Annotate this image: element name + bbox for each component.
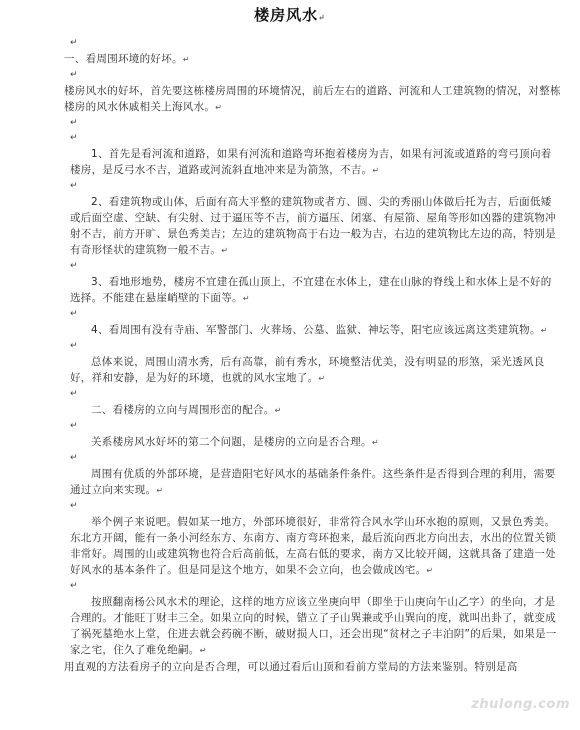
paragraph-mark: ↵ — [426, 566, 434, 575]
list-item-4 — [70, 322, 562, 339]
empty-paragraph: ↵ — [70, 261, 78, 271]
empty-paragraph: ↵ — [70, 581, 78, 591]
document-body — [64, 36, 562, 675]
watermark-text: zhulong.com — [471, 697, 570, 712]
paragraph-text: 按照翻南杨公风水术的理论，这样的地方应该立坐庚向甲（即坐于山庚向午山乙字）的坐向，才是合理的。才能旺丁财丰三全。如果立向的时候，错立了子山巽兼或乎山巽向的度，就叫出卦了，就变成了祸死墓绝水上堂，住进去就会药碗不断，破财损人口，还会出现“贫材之子丰泊阴”的后果，如果是一家之宅，住久了难免绝嗣。 — [70, 596, 557, 656]
paragraph-text: 楼房风水的好坏，首先要这栋楼房周围的环境情况，前后左右的道路、河流和人工建筑物的情况，对整栋楼房的风水休戚相关上海风水。 — [64, 85, 561, 113]
document-title — [0, 4, 580, 25]
paragraph-mark: ↵ — [318, 12, 326, 22]
paragraph-text: 1、首先是看河流和道路，如果有河流和道路弯环抱着楼房为吉，如果有河流或道路的弯弓顶向着楼房，是反弓水不吉，道路或河流斜直地冲来是为箭煞，不吉。 — [70, 148, 552, 176]
empty-paragraph: ↵ — [70, 453, 78, 463]
paragraph-mark: ↵ — [242, 294, 250, 303]
paragraph-mark: ↵ — [156, 486, 164, 495]
paragraph-text: 4、看周围有没有寺庙、军警部门、火葬场、公墓、监狱、神坛等，阳宅应该远离这类建筑物。 — [91, 324, 541, 336]
section-heading-2 — [70, 402, 562, 419]
empty-paragraph: ↵ — [70, 309, 78, 319]
paragraph-mark: ↵ — [274, 406, 282, 415]
empty-paragraph: ↵ — [70, 421, 78, 431]
empty-paragraph: ↵ — [70, 70, 78, 80]
list-item-1 — [70, 146, 562, 179]
empty-paragraph: ↵ — [70, 501, 78, 511]
heading-text: 一、看周围环境的好坏。 — [64, 53, 183, 65]
paragraph-mark: ↵ — [372, 166, 380, 175]
list-item-2 — [70, 194, 562, 259]
heading-text: 二、看楼房的立向与周围形峦的配合。 — [91, 404, 275, 416]
section-heading-1 — [64, 51, 562, 68]
paragraph-mark: ↵ — [540, 326, 548, 335]
paragraph-mark: ↵ — [371, 438, 379, 447]
paragraph-mark: ↵ — [199, 646, 207, 655]
empty-paragraph: ↵ — [70, 181, 78, 191]
paragraph-mark: ↵ — [221, 246, 229, 255]
summary-paragraph — [70, 354, 562, 387]
paragraph-text: 用直观的方法看房子的立向是否合理，可以通过看后山顶和看前方堂局的方法来鉴别。特别是高 — [64, 661, 518, 673]
watermark-logo — [420, 672, 570, 712]
paragraph-environment — [70, 466, 562, 499]
paragraph-text: 周围有优质的外部环境，是营造阳宅好风水的基础条件条件。这些条件是否得到合理的利用，需要通过立向来实现。 — [70, 468, 556, 496]
paragraph-立向 — [70, 434, 562, 451]
list-item-3 — [70, 274, 562, 307]
empty-paragraph: ↵ — [70, 133, 78, 143]
paragraph-text: 3、看地形地势，楼房不宜建在孤山顶上，不宜建在水体上，建在山脉的脊线上和水体上是不好的选择。不能建在悬崖峭壁的下面等。 — [70, 276, 552, 304]
paragraph-text: 总体来说，周围山清水秀，后有高靠，前有秀水，环境整洁优美，没有明显的形煞，采光透风良好，祥和安静，是为好的环境，也就的风水宝地了。 — [70, 356, 545, 384]
paragraph-mark: ↵ — [215, 103, 223, 112]
empty-paragraph: ↵ — [70, 389, 78, 399]
paragraph-text: 关系楼房风水好坏的第二个问题，是楼房的立向是否合理。 — [91, 436, 372, 448]
paragraph-mark: ↵ — [182, 55, 190, 64]
empty-paragraph: ↵ — [70, 118, 78, 128]
empty-paragraph: ↵ — [70, 341, 78, 351]
paragraph-example — [70, 514, 562, 579]
paragraph-text: 举个例子来说吧。假如某一地方，外部环境很好，非常符合风水学山环水抱的原则，又景色秀美。东北方开阔，能有一条小河经东方、东南方、南方弯环抱来，最后流向西北方向出去，水出的位置关锁非常好。周围的山或建筑物也符合后高前低，左高右低的要求，南方又比较开阔，这就具备了建造一处好风水的基本条件了。但是同是这个地方，如果不会立向，也会做成凶宅。 — [70, 516, 556, 576]
intro-paragraph — [64, 83, 562, 116]
paragraph-text: 2、看建筑物或山体，后面有高大平整的建筑物或者方、圆、尖的秀丽山体做后托为吉，后面低矮或后面空虚、空缺、有尖射、过于逼压等不吉，前方逼压、闭塞、有屋箭、屋角等形如凶器的建筑物冲射不吉，前方开旷、景色秀美吉；左边的建筑物高于右边一般为吉，右边的建筑物比左边的高，特别是有奇形怪状的建筑物一般不吉。 — [70, 196, 556, 256]
title-text: 楼房风水 — [254, 6, 319, 24]
paragraph-theory — [70, 594, 562, 659]
paragraph-mark: ↵ — [318, 374, 326, 383]
empty-paragraph: ↵ — [70, 38, 78, 48]
